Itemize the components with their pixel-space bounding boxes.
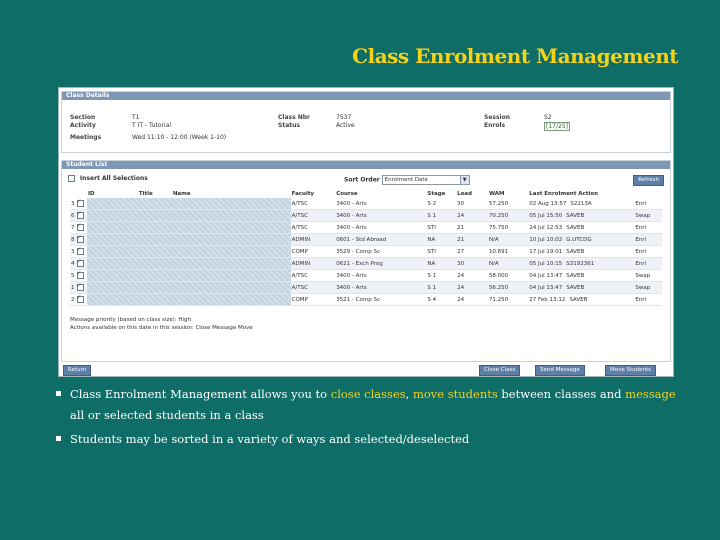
last-action-date: 05 Jul 10:15: [529, 260, 563, 267]
extra-cell: Swap: [634, 270, 662, 282]
row-checkbox[interactable]: [77, 200, 84, 207]
last-action-code: S3192361: [566, 260, 595, 267]
col-id[interactable]: ID: [87, 190, 95, 197]
redacted-cell: [172, 222, 291, 234]
highlight-move-students: move students: [412, 387, 498, 401]
return-button[interactable]: Return: [63, 365, 91, 376]
bullet-list: [58, 384, 678, 450]
col-title[interactable]: Title: [138, 190, 153, 197]
row-checkbox[interactable]: [77, 224, 84, 231]
last-action-date: 02 Aug 13:57: [529, 200, 567, 207]
last-action-code: SAVEB: [569, 296, 588, 303]
load-cell: 27: [456, 246, 488, 258]
row-number: 4: [71, 261, 75, 267]
row-number: 3: [71, 249, 75, 255]
class-nbr-value: 7537: [336, 114, 352, 121]
row-select-cell: [70, 234, 87, 246]
redacted-cell: [172, 198, 291, 210]
extra-cell: Enrl: [634, 258, 662, 270]
wam-cell: 57.250: [488, 198, 528, 210]
faculty-cell: A/TSC: [291, 282, 336, 294]
redacted-cell: [172, 210, 291, 222]
course-cell: 0601 - Std Abroad: [335, 234, 426, 246]
row-select-cell: [70, 246, 87, 258]
redacted-cell: [172, 294, 291, 306]
load-cell: 21: [456, 222, 488, 234]
bullet-square-icon: [56, 436, 61, 441]
redacted-cell: [87, 210, 138, 222]
bullet-1-sep: ,: [405, 387, 413, 401]
close-class-button[interactable]: Close Class: [479, 365, 520, 376]
faculty-cell: A/TSC: [291, 210, 336, 222]
row-select-cell: [70, 258, 87, 270]
course-cell: 3400 - Arts: [335, 210, 426, 222]
table-row[interactable]: [70, 222, 662, 234]
table-header-row: [70, 189, 662, 198]
faculty-cell: ADMIN: [291, 234, 336, 246]
bullet-2: [58, 429, 678, 450]
stage-cell: S 1: [426, 210, 456, 222]
actions-note: Actions available on this date in this session: Close Message Move: [70, 325, 253, 331]
last-action-cell: [528, 198, 634, 210]
row-number: 2: [71, 297, 75, 303]
last-action-date: 24 Jul 12:53: [529, 224, 563, 231]
refresh-button[interactable]: Refresh: [633, 175, 664, 186]
load-cell: 24: [456, 270, 488, 282]
redacted-cell: [172, 246, 291, 258]
meetings-label: Meetings: [70, 134, 102, 141]
table-row[interactable]: [70, 270, 662, 282]
extra-cell: Swap: [634, 282, 662, 294]
load-cell: 24: [456, 282, 488, 294]
bullet-1-text: Class Enrolment Management allows you to: [70, 387, 331, 401]
redacted-cell: [138, 210, 172, 222]
highlight-message: message: [625, 387, 676, 401]
row-select-cell: [70, 282, 87, 294]
col-faculty[interactable]: Faculty: [291, 190, 315, 197]
wam-cell: 10.691: [488, 246, 528, 258]
row-number: 3: [71, 201, 75, 207]
redacted-cell: [87, 234, 138, 246]
app-screenshot: [58, 87, 674, 377]
last-action-date: 04 Jul 13:47: [529, 284, 563, 291]
load-cell: 21: [456, 234, 488, 246]
extra-cell: Enrl: [634, 234, 662, 246]
send-message-button[interactable]: Send Message: [535, 365, 585, 376]
row-select-cell: [70, 270, 87, 282]
redacted-cell: [138, 246, 172, 258]
student-table: [70, 189, 662, 306]
last-action-cell: [528, 294, 634, 306]
activity-label: Activity: [70, 122, 96, 129]
row-number: 1: [71, 285, 75, 291]
last-action-cell: [528, 282, 634, 294]
last-action-date: 04 Jul 13:47: [529, 272, 563, 279]
meetings-value: Wed 11:10 - 12:00 (Week 1-10): [132, 134, 227, 141]
last-action-code: SAVEB: [566, 248, 585, 255]
redacted-cell: [87, 294, 138, 306]
redacted-cell: [87, 282, 138, 294]
table-row[interactable]: [70, 258, 662, 270]
wam-cell: 58.000: [488, 270, 528, 282]
faculty-cell: A/TSC: [291, 198, 336, 210]
enrols-value: [17/25]: [546, 123, 568, 130]
student-list-panel: [61, 160, 671, 362]
stage-cell: NA: [426, 234, 456, 246]
col-last-enrolment-action[interactable]: Last Enrolment Action: [529, 190, 598, 197]
course-cell: 3521 - Comp Sc: [335, 294, 426, 306]
last-action-cell: [528, 222, 634, 234]
faculty-cell: A/TSC: [291, 270, 336, 282]
wam-cell: 70.250: [488, 210, 528, 222]
col-name[interactable]: Name: [172, 190, 191, 197]
table-row[interactable]: [70, 198, 662, 210]
col-load[interactable]: Load: [457, 190, 473, 197]
row-checkbox[interactable]: [77, 272, 84, 279]
bullet-square-icon: [56, 391, 61, 396]
extra-cell: Enrl: [634, 198, 662, 210]
last-action-cell: [528, 270, 634, 282]
course-cell: 3400 - Arts: [335, 282, 426, 294]
wam-cell: 71.250: [488, 294, 528, 306]
last-action-code: SAVEB: [566, 224, 585, 231]
redacted-cell: [138, 282, 172, 294]
last-action-code: SAVEB: [566, 272, 585, 279]
enrols-label: Enrols: [484, 122, 506, 129]
row-checkbox[interactable]: [77, 284, 84, 291]
redacted-cell: [87, 246, 138, 258]
bottom-button-bar: [59, 362, 673, 376]
stage-cell: S 1: [426, 282, 456, 294]
extra-cell: Swap: [634, 210, 662, 222]
col-extra: [634, 189, 662, 198]
last-action-cell: [528, 210, 634, 222]
course-cell: 3400 - Arts: [335, 270, 426, 282]
table-row[interactable]: [70, 246, 662, 258]
class-nbr-label: Class Nbr: [278, 114, 311, 121]
last-action-code: SAVEB: [566, 212, 585, 219]
col-wam[interactable]: WAM: [488, 190, 505, 197]
faculty-cell: COMP: [291, 294, 336, 306]
insert-all-checkbox[interactable]: [68, 175, 75, 182]
row-select-cell: [70, 210, 87, 222]
student-list-heading: Student List: [62, 161, 670, 169]
last-action-date: 17 Jul 19:01: [529, 248, 563, 255]
row-select-cell: [70, 222, 87, 234]
redacted-cell: [138, 222, 172, 234]
class-details-panel: [61, 91, 671, 153]
redacted-cell: [138, 234, 172, 246]
last-action-date: 05 Jul 15:50: [529, 212, 563, 219]
last-action-cell: [528, 246, 634, 258]
stage-cell: STI: [426, 222, 456, 234]
row-number: 8: [71, 237, 75, 243]
sort-order-select[interactable]: [382, 175, 470, 185]
sort-order-value: Enrolment Date: [384, 177, 428, 183]
course-cell: 3400 - Arts: [335, 198, 426, 210]
row-number: 7: [71, 225, 75, 231]
row-checkbox[interactable]: [77, 248, 84, 255]
row-select-cell: [70, 198, 87, 210]
stage-cell: S 1: [426, 270, 456, 282]
table-row[interactable]: [70, 294, 662, 306]
col-course[interactable]: Course: [336, 190, 358, 197]
faculty-cell: ADMIN: [291, 258, 336, 270]
stage-cell: STI: [426, 246, 456, 258]
last-action-code: SAVEB: [566, 284, 585, 291]
message-priority-note: Message priority (based on class size): High: [70, 317, 191, 323]
redacted-cell: [138, 198, 172, 210]
redacted-cell: [87, 258, 138, 270]
extra-cell: Enrl: [634, 246, 662, 258]
row-select-cell: [70, 294, 87, 306]
stage-cell: NA: [426, 258, 456, 270]
redacted-cell: [172, 258, 291, 270]
load-cell: 30: [456, 258, 488, 270]
redacted-cell: [138, 294, 172, 306]
row-number: 5: [71, 273, 75, 279]
table-row[interactable]: [70, 234, 662, 246]
session-value: S2: [544, 114, 552, 121]
redacted-cell: [87, 270, 138, 282]
bullet-1: [58, 384, 678, 426]
bullet-1-mid: between classes and: [497, 387, 626, 401]
load-cell: 24: [456, 210, 488, 222]
table-row[interactable]: [70, 282, 662, 294]
last-action-date: 27 Feb 13:12: [529, 296, 566, 303]
last-action-cell: [528, 234, 634, 246]
status-value: Active: [336, 122, 355, 129]
load-cell: 30: [456, 198, 488, 210]
extra-cell: Enrl: [634, 222, 662, 234]
bullet-2-text: Students may be sorted in a variety of ways and selected/deselected: [70, 432, 470, 446]
row-checkbox[interactable]: [77, 260, 84, 267]
stage-cell: S 4: [426, 294, 456, 306]
sort-order-label: Sort Order: [344, 176, 380, 184]
redacted-cell: [87, 198, 138, 210]
section-label: Section: [70, 114, 96, 121]
row-checkbox[interactable]: [77, 236, 84, 243]
redacted-cell: [138, 270, 172, 282]
redacted-cell: [172, 234, 291, 246]
redacted-cell: [87, 222, 138, 234]
faculty-cell: A/TSC: [291, 222, 336, 234]
status-label: Status: [278, 122, 300, 129]
insert-all-label: Insert All Selections: [79, 175, 148, 182]
student-list-toolbar: [68, 175, 664, 187]
bullet-1-end: all or selected students in a class: [70, 408, 264, 422]
load-cell: 24: [456, 294, 488, 306]
col-select: [70, 189, 87, 198]
chevron-down-icon: ▼: [460, 176, 469, 184]
extra-cell: Enrl: [634, 294, 662, 306]
row-checkbox[interactable]: [77, 212, 84, 219]
wam-cell: 75.750: [488, 222, 528, 234]
redacted-cell: [172, 282, 291, 294]
last-action-code: G.UTCDG: [566, 236, 592, 243]
course-cell: 3529 - Comp Sc: [335, 246, 426, 258]
sort-order-control: [344, 175, 470, 185]
course-cell: 0621 - Exch Prog: [335, 258, 426, 270]
redacted-cell: [138, 258, 172, 270]
stage-cell: S 2: [426, 198, 456, 210]
class-details-heading: Class Details: [62, 92, 670, 100]
wam-cell: N/A: [488, 258, 528, 270]
highlight-close-classes: close classes: [330, 387, 406, 401]
activity-value: T IT - Tutorial: [132, 122, 172, 129]
wam-cell: 56.250: [488, 282, 528, 294]
slide-title: Class Enrolment Management: [352, 44, 678, 68]
move-students-button[interactable]: Move Students: [605, 365, 656, 376]
row-number: 6: [71, 213, 75, 219]
session-label: Session: [484, 114, 510, 121]
course-cell: 3400 - Arts: [335, 222, 426, 234]
last-action-cell: [528, 258, 634, 270]
col-stage[interactable]: Stage: [427, 190, 446, 197]
wam-cell: N/A: [488, 234, 528, 246]
faculty-cell: COMP: [291, 246, 336, 258]
table-row[interactable]: [70, 210, 662, 222]
redacted-cell: [172, 270, 291, 282]
row-checkbox[interactable]: [77, 296, 84, 303]
last-action-date: 10 Jul 10:02: [529, 236, 563, 243]
last-action-code: S2213A: [570, 200, 592, 207]
section-value: T1: [132, 114, 140, 121]
